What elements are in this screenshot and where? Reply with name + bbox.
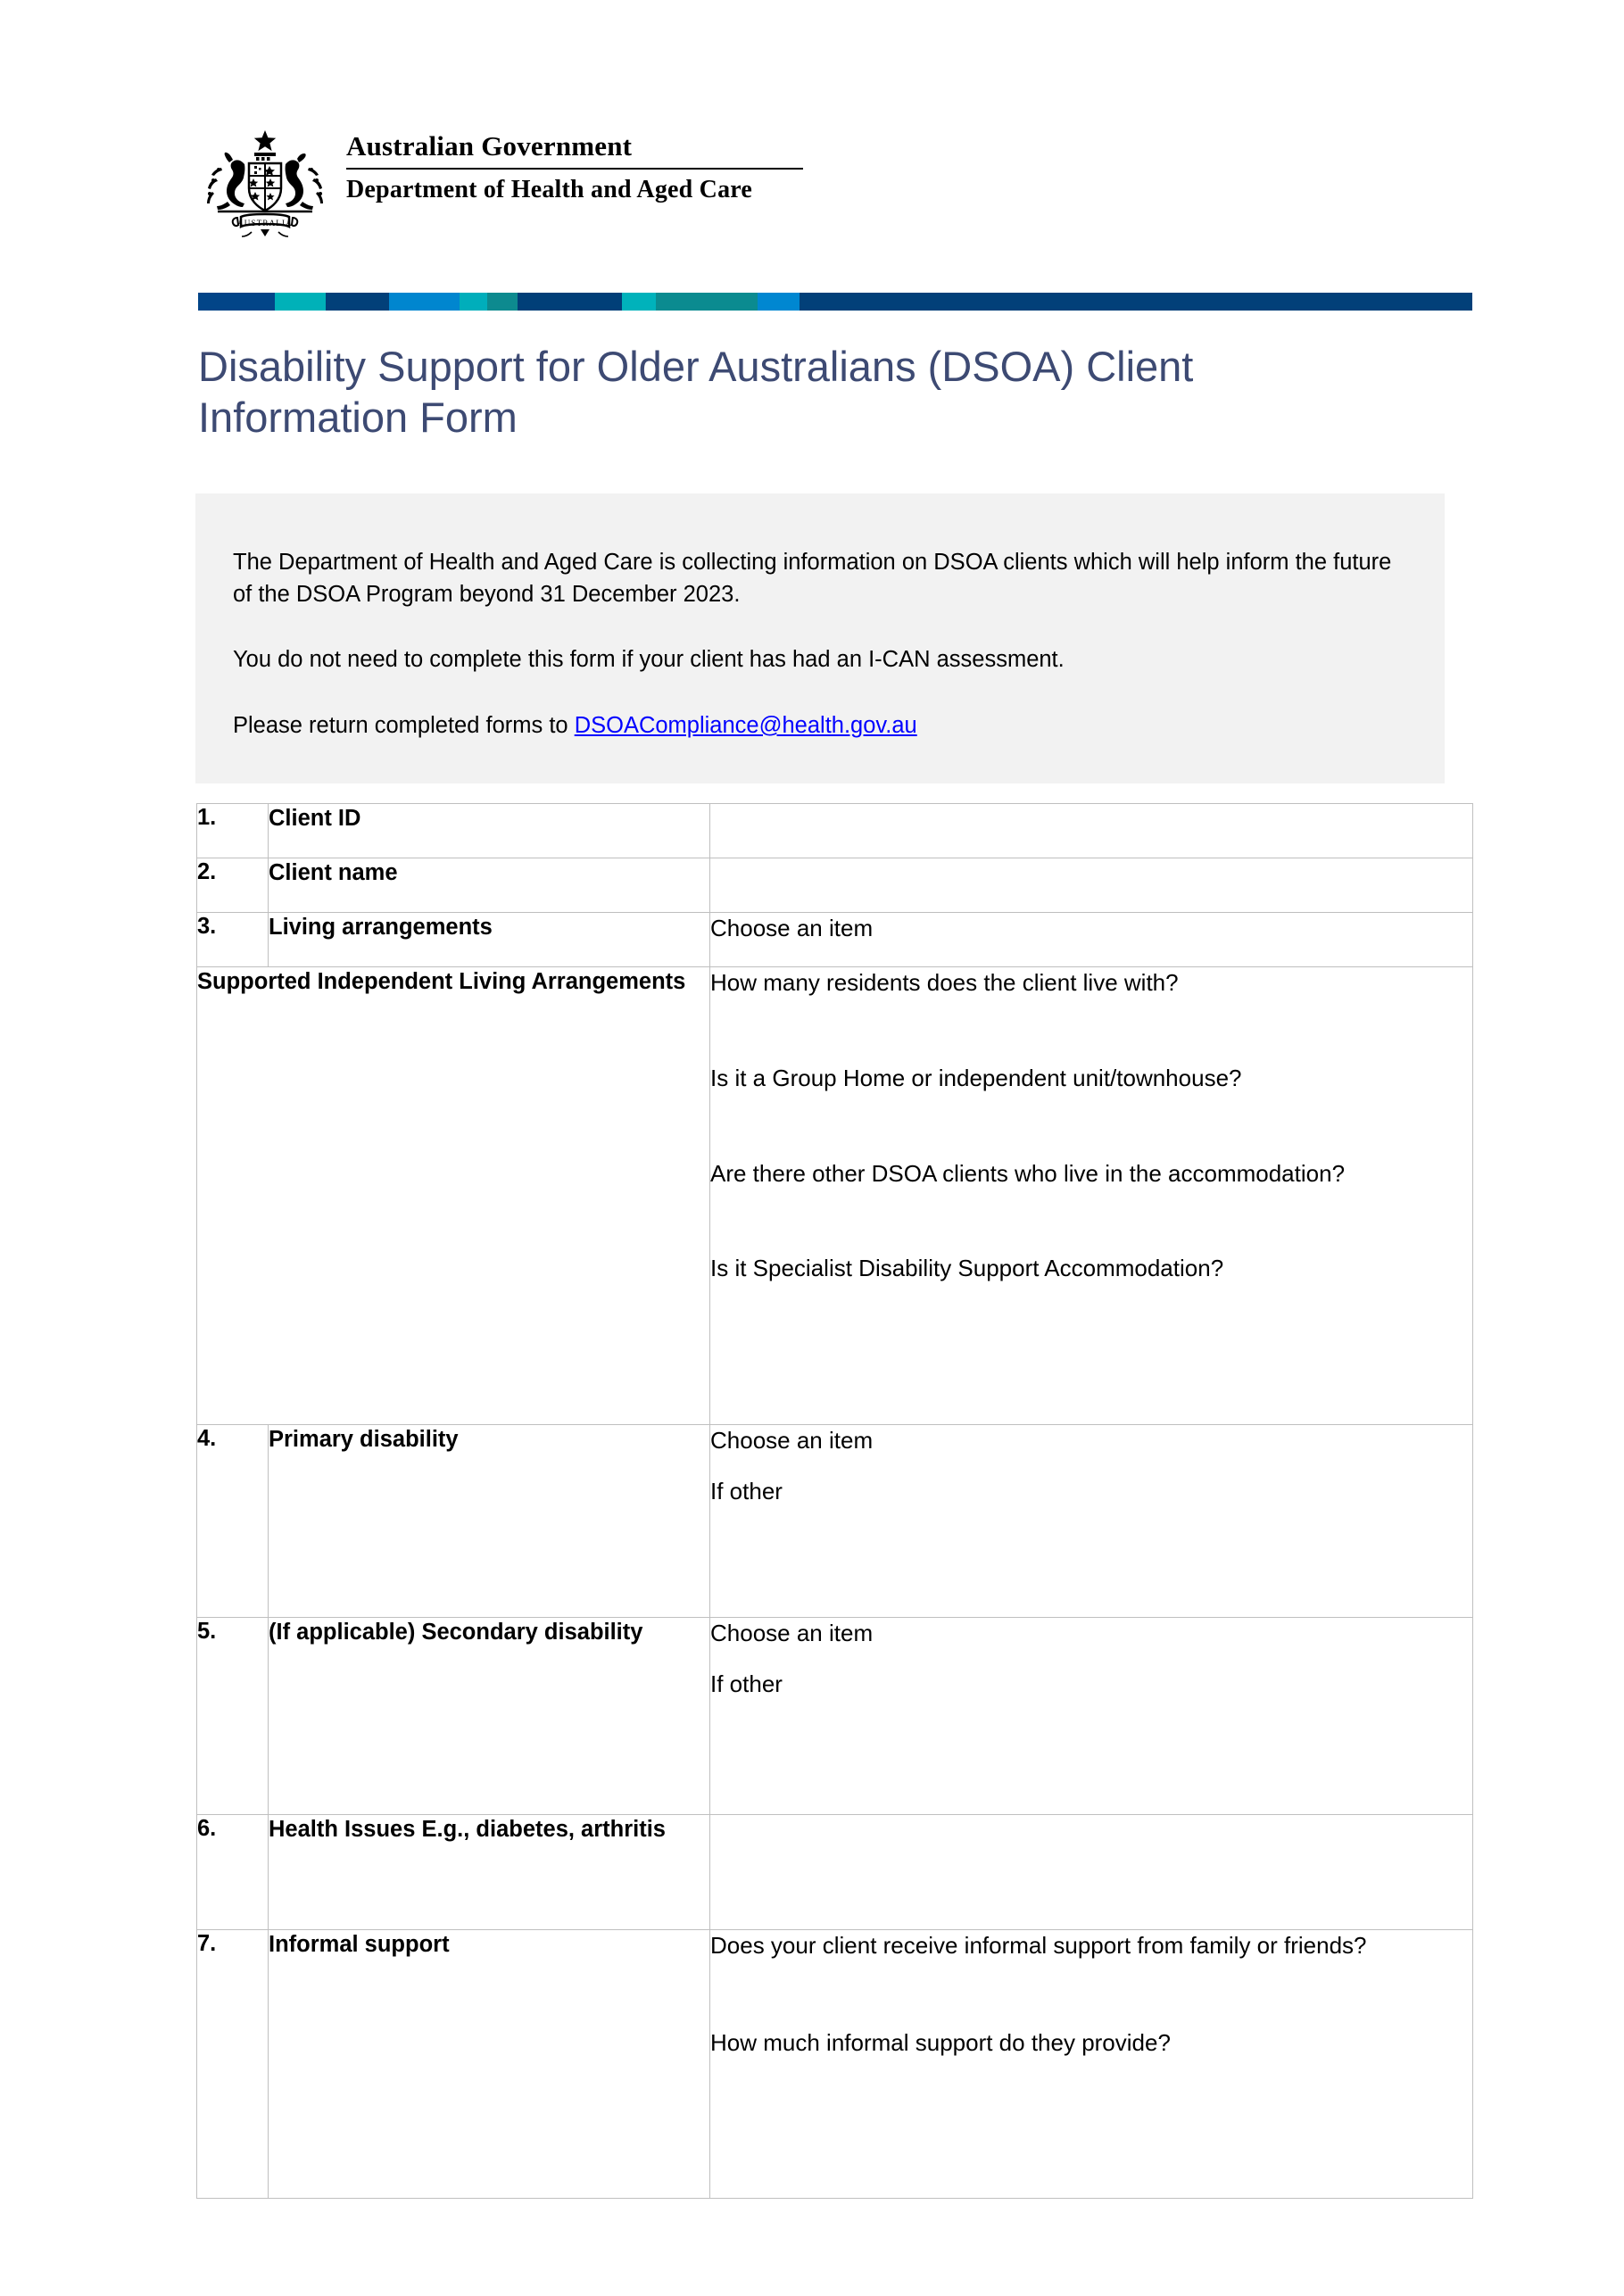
row-number: 1. [197,804,269,858]
colour-bar-segment-3 [326,293,389,311]
australian-coat-of-arms-icon [198,125,332,239]
client-information-table [196,803,1473,2199]
informal-support-question-2: How much informal support do they provide? [710,2028,1171,2056]
row-label: Health Issues E.g., diabetes, arthritis [269,1815,710,1930]
secondary-disability-cell [710,1618,1473,1815]
masthead [198,125,803,239]
return-forms-text: Please return completed forms to [233,713,575,739]
government-wordmark [346,125,803,204]
brand-colour-bar [198,293,1472,311]
table-row [197,913,1473,967]
colour-bar-segment-4 [389,293,460,311]
colour-bar-segment-10 [758,293,800,311]
colour-bar-segment-2 [275,293,326,311]
sil-question: Is it Specialist Disability Support Accommodation? [710,1255,1224,1282]
row-number: 4. [197,1425,269,1618]
colour-bar-segment-8 [622,293,655,311]
colour-bar-segment-7 [518,293,622,311]
primary-disability-cell [710,1425,1473,1618]
intro-paragraph-3 [233,710,1402,742]
intro-paragraph-1: The Department of Health and Aged Care is collecting information on DSOA clients which will help inform the future of the DSOA Program beyond 31 December 2023. [233,550,1392,607]
colour-bar-segment-5 [460,293,487,311]
sil-question: Are there other DSOA clients who live in the accommodation? [710,1159,1346,1187]
row-label: Client name [269,858,710,913]
sil-questions-cell [710,967,1473,1425]
table-row [197,1425,1473,1618]
page-title: Disability Support for Older Australians (DSOA) Client Information Form [198,343,1194,442]
row-label: Living arrangements [269,913,710,967]
svg-text:AUSTRALIA: AUSTRALIA [237,219,293,228]
table-row [197,1618,1473,1815]
row-label: Client ID [269,804,710,858]
row-label: Informal support [269,1930,710,2199]
row-label: (If applicable) Secondary disability [269,1618,710,1815]
informal-support-cell [710,1930,1473,2199]
informal-support-question-1: Does your client receive informal support from family or friends? [710,1932,1367,1959]
department-name-text: Department of Health and Aged Care [346,175,753,203]
table-row [197,858,1473,913]
row-number: 2. [197,858,269,913]
row-number: 7. [197,1930,269,2199]
secondary-disability-dropdown[interactable]: Choose an item [710,1620,874,1646]
wordmark-divider [346,168,803,170]
colour-bar-segment-11 [800,293,1472,311]
intro-paragraph-2: You do not need to complete this form if your client has had an I-CAN assessment. [233,647,1065,673]
colour-bar-segment-1 [198,293,275,311]
row-label: Primary disability [269,1425,710,1618]
row-number: 3. [197,913,269,967]
row-number: 6. [197,1815,269,1930]
health-issues-field[interactable] [710,1815,1473,1930]
table-row [197,804,1473,858]
sil-question: How many residents does the client live with? [710,969,1179,996]
table-row [197,1815,1473,1930]
primary-disability-dropdown[interactable]: Choose an item [710,1427,874,1454]
living-arrangements-dropdown[interactable]: Choose an item [710,913,1473,967]
primary-disability-other-field[interactable]: If other [710,1477,783,1504]
secondary-disability-other-field[interactable]: If other [710,1670,783,1697]
sil-label: Supported Independent Living Arrangements [197,967,710,1425]
intro-panel [195,493,1445,783]
row-value-field[interactable] [710,804,1473,858]
row-value-field[interactable] [710,858,1473,913]
compliance-email-link[interactable]: DSOACompliance@health.gov.au [574,713,917,739]
colour-bar-segment-9 [656,293,758,311]
row-number: 5. [197,1618,269,1815]
table-row [197,1930,1473,2199]
colour-bar-segment-6 [487,293,518,311]
table-row-supported-independent-living [197,967,1473,1425]
sil-question: Is it a Group Home or independent unit/townhouse? [710,1064,1242,1091]
australian-government-text: Australian Government [346,130,633,162]
